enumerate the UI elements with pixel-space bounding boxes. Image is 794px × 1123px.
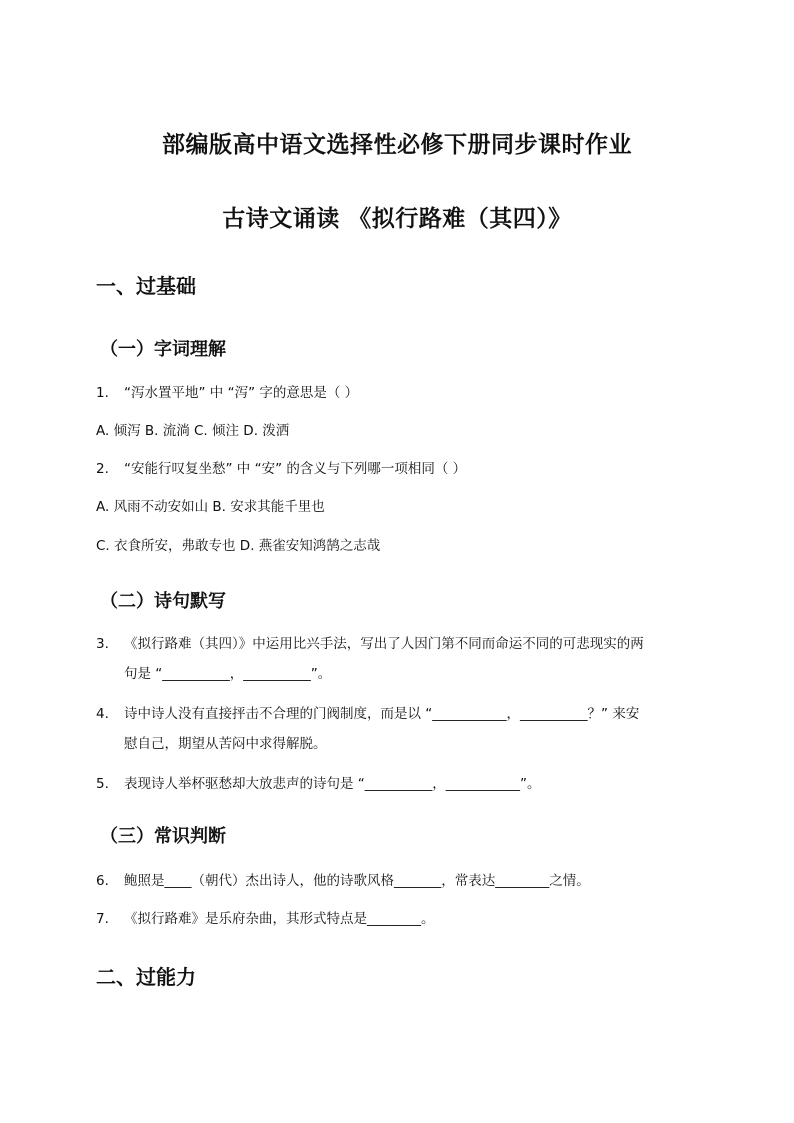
question-2-options-cd: C. 衣食所安，弗敢专也 D. 燕雀安知鸿鹄之志哉 xyxy=(96,538,381,554)
question-text: 《拟行路难》是乐府杂曲，其形式特点是________。 xyxy=(124,911,435,927)
question-text: “泻水置平地” 中 “泻” 字的意思是（ ） xyxy=(124,385,359,401)
question-4 xyxy=(96,702,639,722)
question-5 xyxy=(96,772,541,792)
section-heading-basics: 一、过基础 xyxy=(96,274,196,298)
question-text: 鲍照是____（朝代）杰出诗人，他的诗歌风格_______，常表达________之情。 xyxy=(124,873,590,889)
question-7 xyxy=(96,907,435,927)
question-6 xyxy=(96,869,590,889)
page-subtitle: 古诗文诵读 《拟行路难（其四）》 xyxy=(222,206,572,232)
question-text: 表现诗人举杯驱愁却大放悲声的诗句是 “__________，___________”。 xyxy=(124,776,541,792)
question-1 xyxy=(96,381,358,401)
subsection-heading-vocabulary: （一）字词理解 xyxy=(100,339,226,360)
question-number: 3. xyxy=(96,636,109,652)
question-3-continued: 句是 “__________，__________”。 xyxy=(124,666,332,682)
question-text: “安能行叹复坐愁” 中 “安” 的含义与下列哪一项相同（ ） xyxy=(124,461,467,477)
question-number: 1. xyxy=(96,385,109,401)
question-3 xyxy=(96,632,644,652)
section-heading-ability: 二、过能力 xyxy=(96,965,196,989)
question-number: 4. xyxy=(96,706,109,722)
question-2-options-ab: A. 风雨不动安如山 B. 安求其能千里也 xyxy=(96,499,325,515)
subsection-heading-recitation: （二）诗句默写 xyxy=(100,591,226,612)
question-number: 6. xyxy=(96,873,109,889)
question-2 xyxy=(96,457,466,477)
question-text: 诗中诗人没有直接抨击不合理的门阀制度，而是以 “___________，__________？” 来安 xyxy=(124,706,640,722)
question-number: 2. xyxy=(96,461,109,477)
question-number: 7. xyxy=(96,911,109,927)
question-text: 《拟行路难（其四）》中运用比兴手法，写出了人因门第不同而命运不同的可悲现实的两 xyxy=(124,636,644,652)
question-4-continued: 慰自己，期望从苦闷中求得解脱。 xyxy=(124,736,327,752)
subsection-heading-knowledge: （三）常识判断 xyxy=(100,826,226,847)
page-title: 部编版高中语文选择性必修下册同步课时作业 xyxy=(162,132,632,158)
question-1-options: A. 倾泻 B. 流淌 C. 倾注 D. 泼洒 xyxy=(96,423,290,439)
question-number: 5. xyxy=(96,776,109,792)
